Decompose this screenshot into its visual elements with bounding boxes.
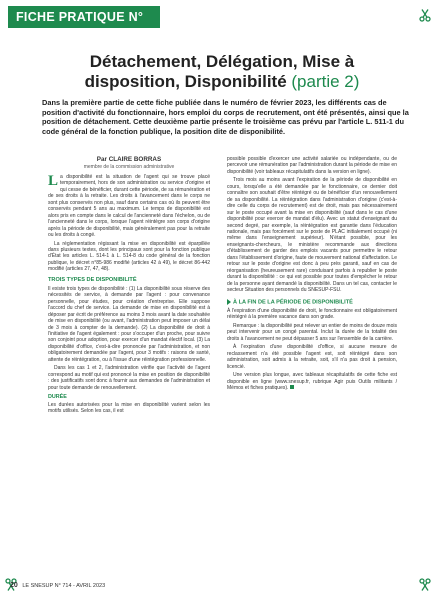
- body-paragraph: La réglementation régissant la mise en disponibilité est éparpillée dans plusieurs textes, dont les principaux sont pour la fonction publique d'État les articles L. 514-1 à L. 514-8 du code général de la fonction publique, le décret n°85-986 modifié (articles 42 à 49), le décret 86-442 modifié (articles 27, 47, 48).: [48, 240, 210, 273]
- paragraph-text: Une version plus longue, avec tableaux récapitulatifs de cette fiche est disponible en ligne (www.snesup.fr, rubrique Agir puis Outils militants / Mémos et fiches pratiques).: [227, 372, 397, 391]
- section-heading-types: TROIS TYPES DE DISPONIBILITÉ: [48, 276, 137, 283]
- page-footer: [10, 582, 105, 589]
- section-heading-duree: DURÉE: [48, 394, 67, 401]
- page-title: [42, 52, 402, 92]
- scissors-icon: [418, 8, 432, 22]
- title-main: Détachement, Délégation, Mise à disposition, Disponibilité: [84, 52, 355, 91]
- page-number: 20: [10, 582, 18, 589]
- body-paragraph: Les durées autorisées pour la mise en disponibilité varient selon les motifs utilisés. Selon les cas, il est: [48, 401, 210, 414]
- body-paragraph: Remarque : la disponibilité peut relever un entier de moins de douze mois peut intervenir pour un congé parental. Inclut la durée de la totalité des droits à l'avancement ne peut dépasser 5 ans sur l'ensemble de la carrière.: [227, 322, 397, 342]
- byline-role: membre de la commission administrative: [83, 164, 175, 170]
- section-heading-fin: [227, 299, 397, 306]
- body-paragraph: À l'expiration d'une disponibilité de droit, le fonctionnaire est obligatoirement réintégré à la première vacance dans son grade.: [227, 308, 397, 321]
- body-paragraph: [48, 174, 210, 239]
- paragraph-text: a disponibilité est la situation de l'agent qui se trouve placé temporairement, hors de son administration ou service d'origine et qui cesse de bénéficier, durant cette période, de sa rémunération et de ses droits à la retraite. Les droits à l'avancement dans le corps ne sont plus conservés non plus, sauf dans certains cas où ils peuvent être conservés pendant 5 ans au maximum. Le temps de disponibilité est alors pris en compte dans le calcul de l'ancienneté dans l'échelon, ou de l'ancienneté dans le corps, lorsque l'agent réintègre son corps d'origine après la période de disponibilité, mais généralement pas pour la retraite ou les droits à congé.: [48, 174, 210, 239]
- body-paragraph: [227, 372, 397, 391]
- end-square-icon: [290, 385, 294, 389]
- title-suffix: (partie 2): [286, 72, 360, 91]
- body-paragraph: possible possible d'exercer une activité salariée ou indépendante, ou de percevoir une rémunération par l'administration durant la période de mise en disponibilité (voir tableaux récapitulatifs dans la version en ligne).: [227, 156, 397, 175]
- drop-cap: L: [48, 173, 59, 189]
- body-paragraph: Il existe trois types de disponibilité : (1) La disponibilité sous réserve des nécessités de service, à demande par l'agent : pour convenance personnelle, pour études, pour création d'entreprise. Elle suppose l'accord du chef de service. La demande de mise en disponibilité est à déposer par écrit de préférence au moins 3 mois avant la date souhaitée de mise en disponibilité (ou avant, l'administration peut imposer un délai de 3 mois à compter de la demande). (2) La disponibilité de droit à l'initiative de l'agent également : pour s'occuper d'un proche, pour suivre son conjoint pour adoption, pour exercer d'un mandat électif local. (3) La disponibilité d'office, c'est-à-dire prononcée par l'administration, et non obligatoirement demandée par l'agent, pour 3 motifs : raisons de santé, attente de réintégration, ou à l'issue d'une réintégration professionnelle.: [48, 285, 210, 363]
- byline-author: Par CLAIRE BORRAS: [96, 156, 162, 163]
- scissors-icon: [418, 578, 432, 592]
- fiche-banner: FICHE PRATIQUE N° 45: [8, 6, 160, 28]
- arrow-icon: [227, 299, 231, 305]
- body-paragraph: Dans les cas 1 et 2, l'administration vérifie que l'activité de l'agent correspond au motif qui est prononcé la mise en position de disponibilité : des justificatifs sont donc à fournir aux demandes de l'administration et pour toute demande de renouvellement.: [48, 365, 210, 391]
- footer-text: LE SNESUP N° 714 - AVRIL 2023: [22, 583, 106, 589]
- byline: [50, 156, 208, 171]
- heading-text: À LA FIN DE LA PÉRIODE DE DISPONIBILITÉ: [233, 299, 353, 305]
- body-paragraph: À l'expiration d'une disponibilité d'office, si aucune mesure de reclassement n'a été possible l'agent est, soit réintégré dans son administration, soit admis à la retraite, soit, s'il n'a pas droit à pension, licencié.: [227, 344, 397, 370]
- right-column: [227, 156, 397, 393]
- left-column: [48, 174, 210, 416]
- intro-paragraph: Dans la première partie de cette fiche publiée dans le numéro de février 2023, les différents cas de position d'activité du fonctionnaire, hors emploi du corps de recrutement, ont été présentés, ainsi que la position de détachement. Cette deuxième partie présente le troisième cas prévu par l'article L. 511-1 du code général de la fonction publique, la position dite de disponibilité.: [42, 98, 409, 136]
- body-paragraph: Trois mois au moins avant l'expiration de la période de disponibilité en cours, lorsqu'elle a été demandée par le fonctionnaire, ce dernier doit connaître son souhait d'être réintégré ou de bénéficier d'un renouvellement de sa disponibilité. La réintégration dans l'administration d'origine (c'est-à-dire celle du corps de recrutement) est de droit, mais pas nécessairement sur le poste occupé avant la mise en disponibilité (sauf dans le cas d'une disponibilité pour exercer de mandat d'élu). Avec un statut d'enseignant du second degré, par exemple, la réintégration est garantie dans l'éducation nationale, mais pas forcément sur le poste de PLAC initialement occupé (ni même dans l'enseignement supérieur). N'étant possible, pour les enseignants-chercheurs, le ministère recommande aux directions d'établissement de garder des emplois vacants pour permettre le retour dans l'établissement d'origine, faute de mouvement national d'affectation. Le retour sur le poste d'origine est donc à peu près garanti, sauf en cas de réorganisation (heureusement rare) conduisant parfois à republier le poste durant la disponibilité : ce qui est possible pour toutes d'empêcher le retour de la personne ayant demandé la disponibilité. Dans un tel cas, contacter le secteur Situation des personnels du SNESUP-FSU.: [227, 177, 397, 294]
